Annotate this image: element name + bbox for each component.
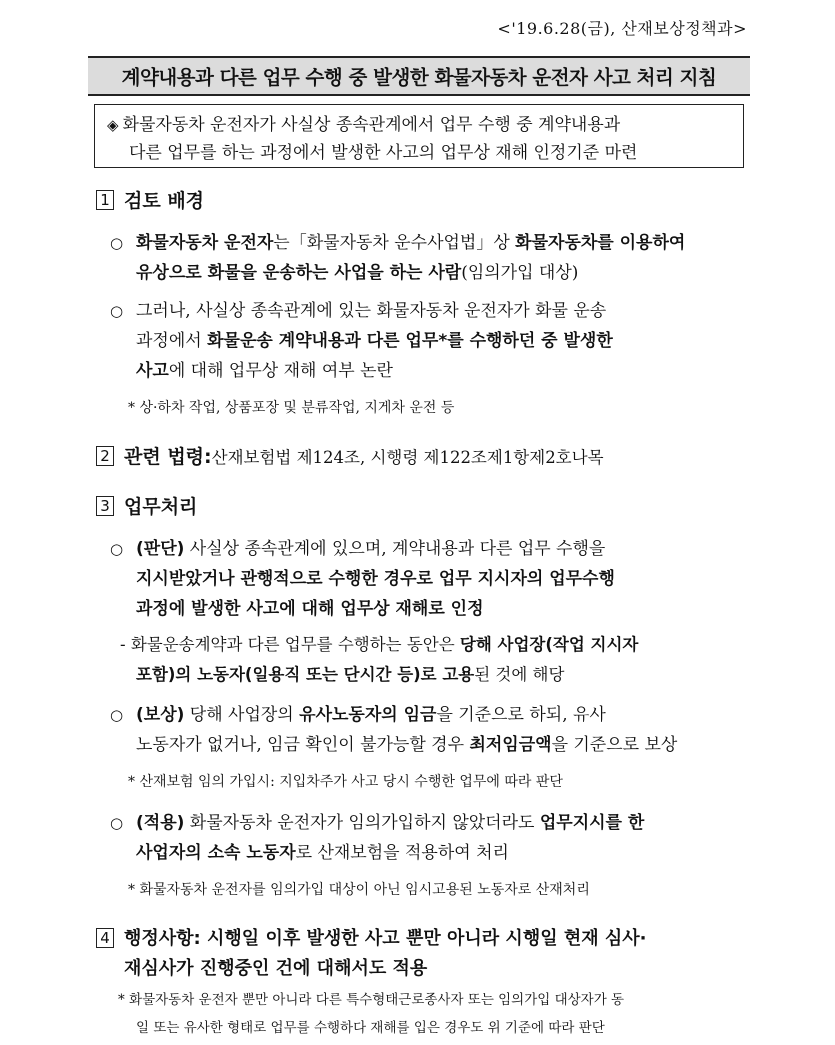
section-3-dash-item — [120, 630, 638, 690]
section-1-paragraph-1 — [96, 228, 746, 288]
section-2-number: 2 — [96, 446, 114, 466]
section-4-line-1: 행정사항: 시행일 이후 발생한 사고 뿐만 아니라 시행일 현재 심사· — [124, 928, 647, 949]
text-bold: 화물운송 계약내용과 다른 업무*를 수행하던 중 발생한 — [207, 331, 613, 351]
text-bold: (보상) — [136, 705, 185, 725]
text-normal: 그러나, 사실상 종속관계에 있는 화물자동차 운전자가 화물 운송 — [136, 301, 607, 321]
text-bold: 과정에 발생한 사고에 대해 업무상 재해로 인정 — [136, 599, 484, 619]
circle-bullet-icon: ○ — [110, 540, 124, 558]
text-normal: 화물자동차 운전자가 임의가입하지 않았더라도 — [184, 813, 540, 833]
text-bold: 사업자의 소속 노동자 — [136, 843, 296, 863]
summary-line-2: 다른 업무를 하는 과정에서 발생한 사고의 업무상 재해 인정기준 마련 — [129, 143, 638, 163]
section-3-footnote-2: * 화물자동차 운전자를 임의가입 대상이 아닌 임시고용된 노동자로 산재처리 — [128, 882, 590, 898]
circle-bullet-icon: ○ — [110, 706, 124, 724]
text-normal: 을 기준으로 하되, 유사 — [436, 705, 606, 725]
summary-text-1: 화물자동차 운전자가 사실상 종속관계에서 업무 수행 중 계약내용과 — [122, 115, 621, 135]
section-3-judgement-paragraph — [96, 534, 746, 624]
text-bold: 화물자동차 운전자 — [136, 233, 274, 253]
text-bold: 사고 — [136, 361, 169, 381]
section-1-number: 1 — [96, 190, 114, 210]
text-bold: 포함)의 노동자(일용직 또는 단시간 등)로 고용 — [136, 665, 475, 684]
text-normal: 로 산재보험을 적용하여 처리 — [295, 843, 509, 863]
section-4-number: 4 — [96, 928, 114, 948]
document-title-bar — [88, 56, 750, 96]
section-2-heading — [96, 442, 604, 469]
section-3-number: 3 — [96, 496, 114, 516]
text-bold: 유사노동자의 임금 — [299, 705, 437, 725]
section-4-line-2: 재심사가 진행중인 건에 대해서도 적용 — [124, 958, 428, 979]
diamond-bullet-icon: ◈ — [107, 116, 119, 134]
text-normal: 사실상 종속관계에 있으며, 계약내용과 다른 업무 수행을 — [184, 539, 606, 559]
section-3-title: 업무처리 — [124, 496, 198, 518]
text-normal: 는「화물자동차 운수사업법」상 — [273, 233, 516, 253]
circle-bullet-icon: ○ — [110, 302, 124, 320]
section-4-footnote-line-2: 일 또는 유사한 형태로 업무를 수행하다 재해를 입은 경우도 위 기준에 따라 판단 — [136, 1020, 605, 1036]
section-3-footnote-1: * 산재보험 임의 가입시: 지입차주가 사고 당시 수행한 업무에 따라 판단 — [128, 774, 563, 790]
text-normal: 노동자가 없거나, 임금 확인이 불가능할 경우 — [136, 735, 470, 755]
section-2-title: 관련 법령: — [124, 446, 212, 468]
circle-bullet-icon: ○ — [110, 234, 124, 252]
section-4-heading — [96, 924, 647, 984]
text-bold: 지시받았거나 관행적으로 수행한 경우로 업무 지시자의 업무수행 — [136, 569, 615, 589]
text-bold: 화물자동차를 이용하여 — [515, 233, 686, 253]
summary-box — [94, 104, 744, 168]
text-bold: (판단) — [136, 539, 185, 559]
text-normal: 화물운송계약과 다른 업무를 수행하는 동안은 — [130, 635, 460, 654]
document-title: 계약내용과 다른 업무 수행 중 발생한 화물자동차 운전자 사고 처리 지침 — [121, 66, 717, 89]
section-1-title: 검토 배경 — [124, 190, 205, 212]
section-4-footnote-line-1: * 화물자동차 운전자 뿐만 아니라 다른 특수형태근로종사자 또는 임의가입 대상자가 동 — [118, 992, 625, 1008]
text-bold: 당해 사업장(작업 지시자 — [459, 635, 639, 654]
summary-line-1 — [107, 111, 733, 139]
section-3-compensation-paragraph — [96, 700, 746, 760]
text-normal: (임의가입 대상) — [461, 263, 579, 283]
dash-mark: - — [120, 635, 126, 654]
text-bold: 유상으로 화물을 운송하는 사업을 하는 사람 — [136, 263, 462, 283]
section-2-law-reference: 산재보험법 제124조, 시행령 제122조제1항제2호나목 — [211, 447, 604, 467]
section-3-application-paragraph — [96, 808, 746, 868]
text-bold: 업무지시를 한 — [539, 813, 645, 833]
section-3-heading — [96, 492, 197, 519]
date-department-line: <'19.6.28(금), 산재보상정책과> — [497, 19, 747, 38]
text-bold: 최저임금액 — [469, 735, 552, 755]
section-1-paragraph-2 — [96, 296, 746, 386]
text-normal: 당해 사업장의 — [184, 705, 300, 725]
text-normal: 을 기준으로 보상 — [551, 735, 678, 755]
section-1-heading — [96, 186, 204, 213]
text-normal: 과정에서 — [136, 331, 208, 351]
text-normal: 에 대해 업무상 재해 여부 논란 — [168, 361, 393, 381]
section-4-footnote — [118, 986, 624, 1042]
text-normal: 된 것에 해당 — [474, 665, 565, 684]
section-1-footnote: * 상·하차 작업, 상품포장 및 분류작업, 지게차 운전 등 — [128, 400, 455, 416]
circle-bullet-icon: ○ — [110, 814, 124, 832]
text-bold: (적용) — [136, 813, 185, 833]
